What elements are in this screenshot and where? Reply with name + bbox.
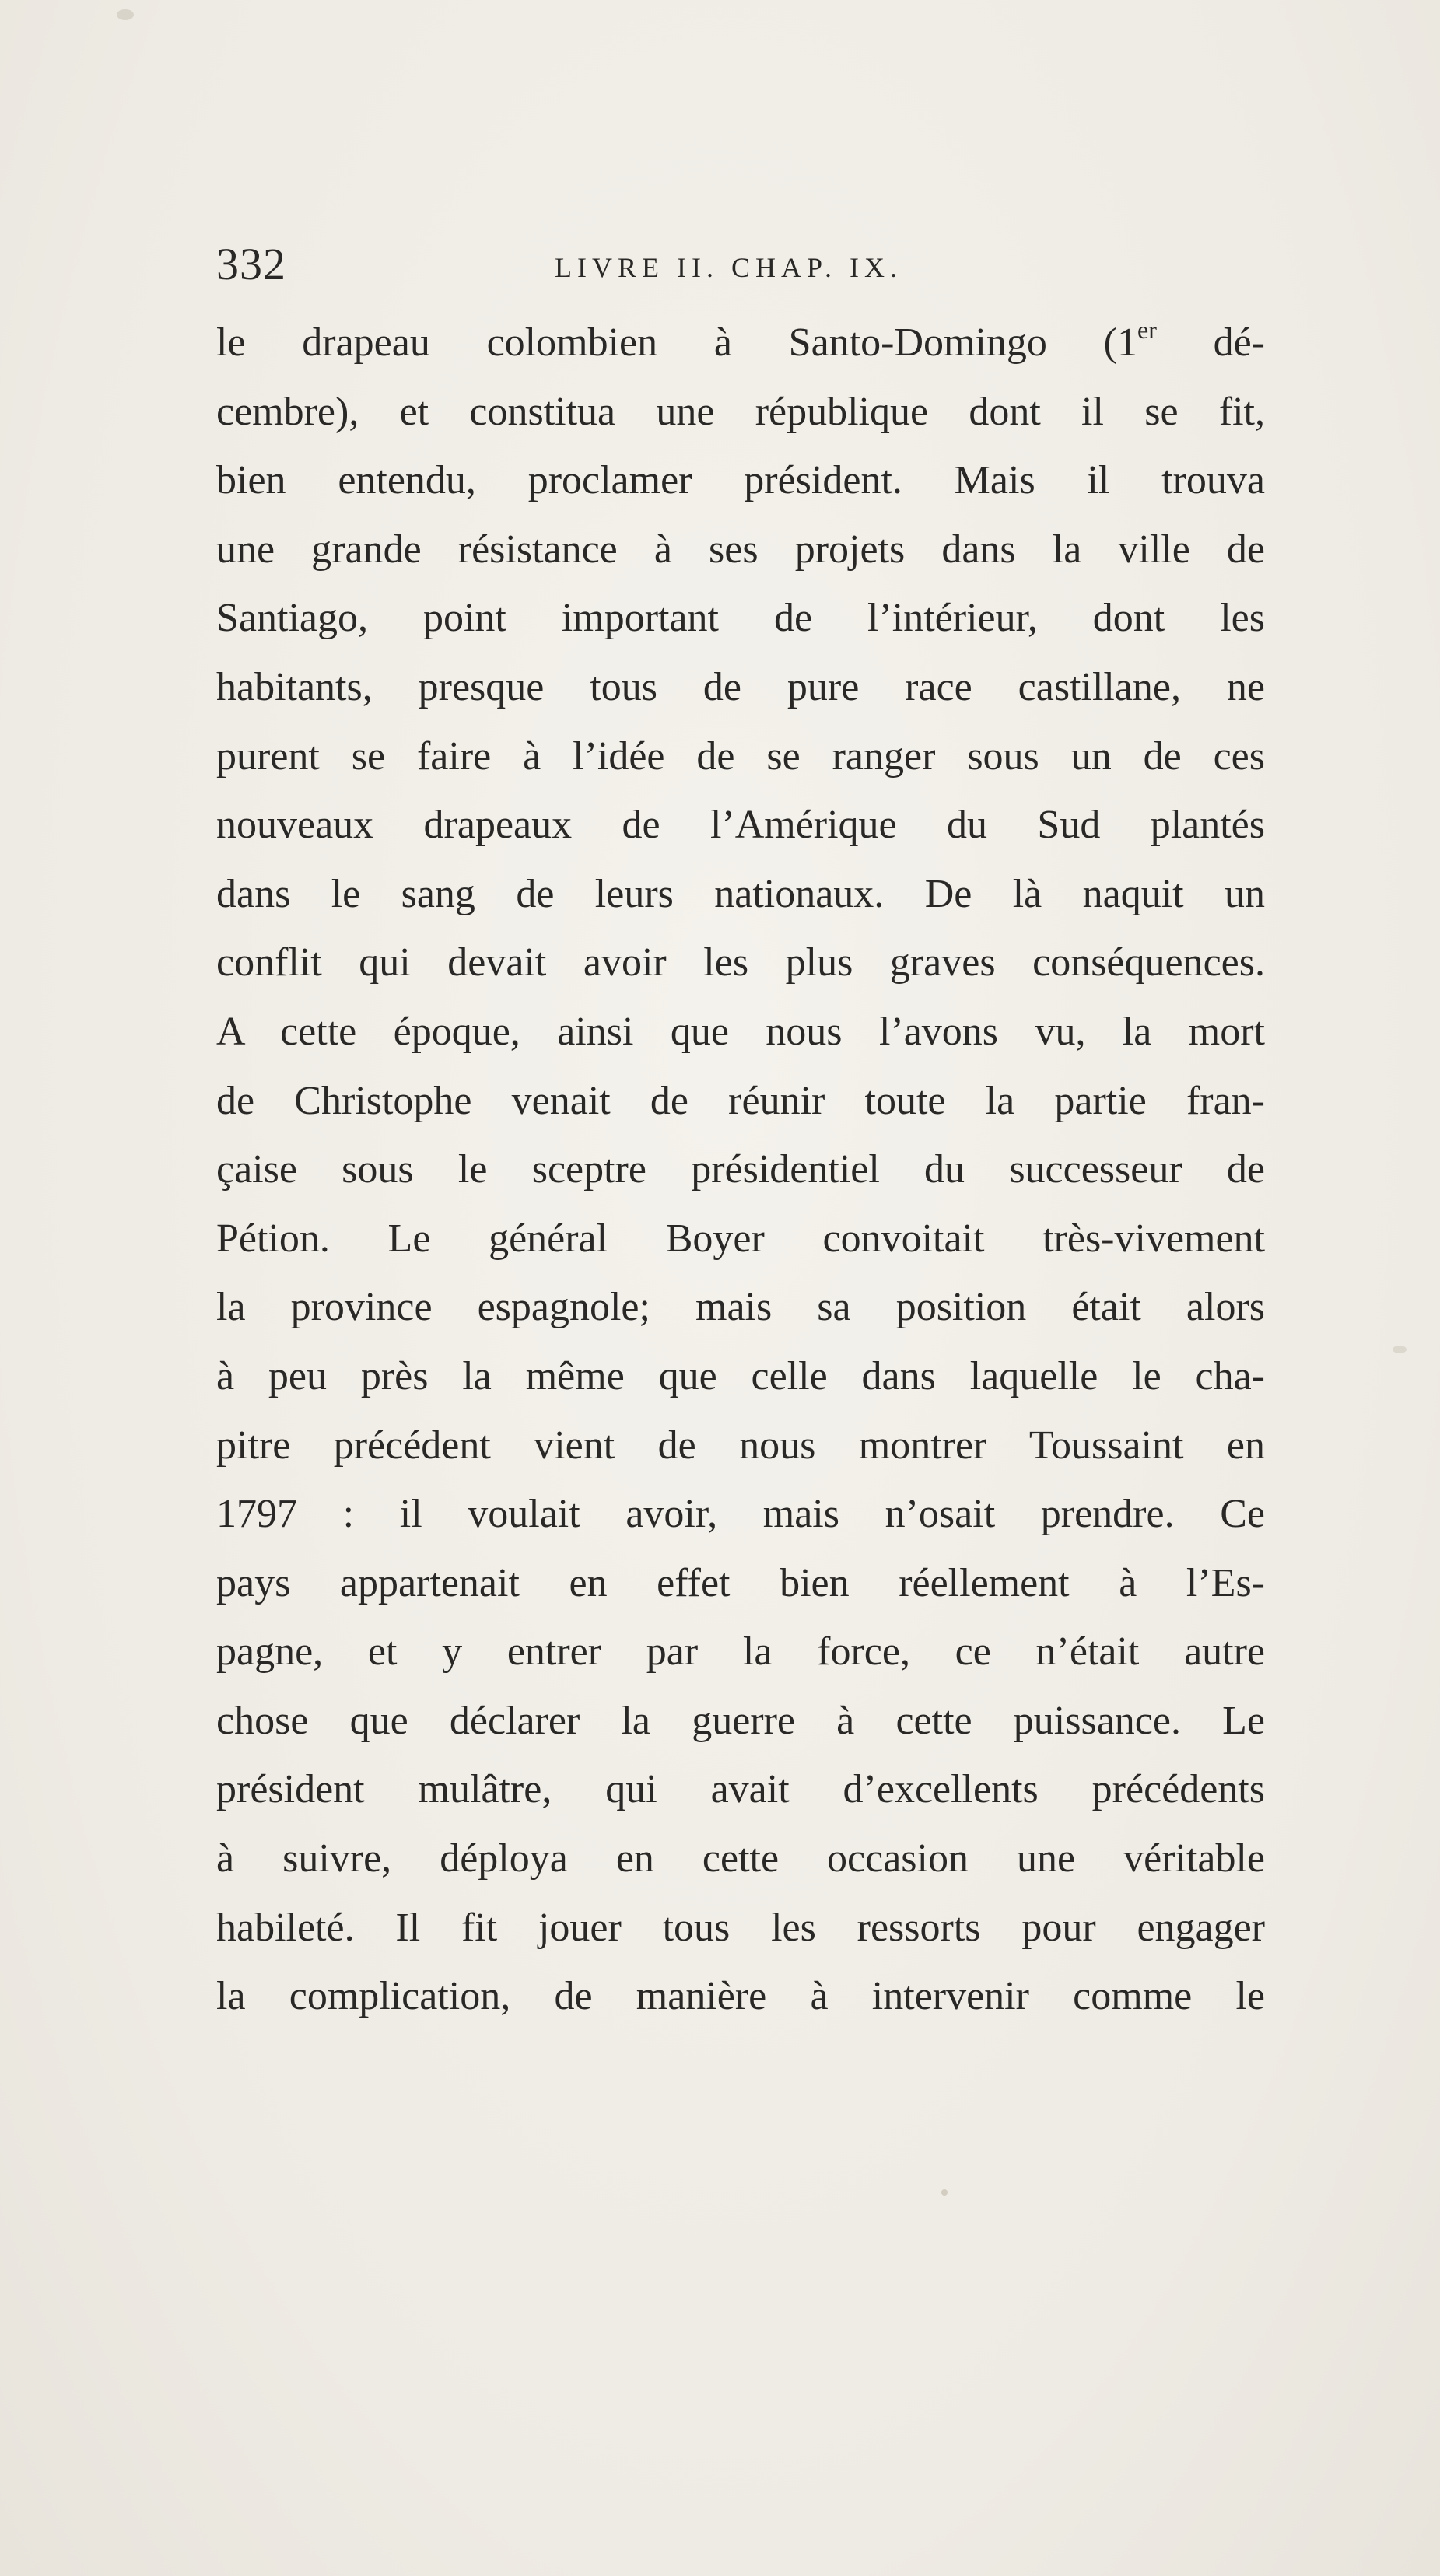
text-line: purent se faire à l’idée de se ranger sous un de ces bbox=[216, 733, 1265, 779]
text-line: Santiago, point important de l’intérieur, dont les bbox=[216, 596, 1265, 641]
running-title: LIVRE II. CHAP. IX. bbox=[555, 252, 902, 283]
body-text bbox=[216, 309, 1265, 2032]
paper-speck bbox=[1393, 1346, 1407, 1353]
text-line: à peu près la même que celle dans laquelle le cha- bbox=[216, 1353, 1265, 1398]
text-line: pitre précédent vient de nous montrer Toussaint en bbox=[216, 1423, 1265, 1468]
text-line: la complication, de manière à intervenir comme le bbox=[216, 1974, 1265, 2019]
text-line: nouveaux drapeaux de l’Amérique du Sud plantés bbox=[216, 803, 1265, 848]
superscript: er bbox=[1137, 316, 1157, 344]
text-line: 1797 : il voulait avoir, mais n’osait prendre. Ce bbox=[216, 1492, 1265, 1537]
text-line: A cette époque, ainsi que nous l’avons vu, la mort bbox=[216, 1009, 1265, 1054]
text-line: habileté. Il fit jouer tous les ressorts pour engager bbox=[216, 1905, 1265, 1950]
text-line: cembre), et constitua une république dont il se fit, bbox=[216, 389, 1265, 434]
text-line: pagne, et y entrer par la force, ce n’était autre bbox=[216, 1629, 1265, 1675]
page-number: 332 bbox=[216, 239, 286, 289]
text-line: habitants, presque tous de pure race castillane, ne bbox=[216, 664, 1265, 709]
paper-speck bbox=[117, 9, 134, 20]
running-head bbox=[216, 233, 1282, 296]
text-line: le drapeau colombien à Santo-Domingo (1er dé- bbox=[216, 316, 1265, 365]
text-line: conflit qui devait avoir les plus graves conséquences. bbox=[216, 940, 1265, 985]
text-line: une grande résistance à ses projets dans la ville de bbox=[216, 527, 1265, 572]
text-line: à suivre, déploya en cette occasion une véritable bbox=[216, 1836, 1265, 1881]
text-line: président mulâtre, qui avait d’excellents précédents bbox=[216, 1767, 1265, 1812]
paper-speck bbox=[941, 2189, 948, 2196]
text-line: chose que déclarer la guerre à cette puissance. Le bbox=[216, 1698, 1265, 1743]
text-line: Pétion. Le général Boyer convoitait très-vivement bbox=[216, 1216, 1265, 1261]
text-line: la province espagnole; mais sa position était alors bbox=[216, 1285, 1265, 1330]
text-line: de Christophe venait de réunir toute la partie fran- bbox=[216, 1078, 1265, 1123]
text-line: çaise sous le sceptre présidentiel du successeur de bbox=[216, 1147, 1265, 1192]
text-line: dans le sang de leurs nationaux. De là naquit un bbox=[216, 871, 1265, 916]
text-line: pays appartenait en effet bien réellement à l’Es- bbox=[216, 1560, 1265, 1605]
text-line: bien entendu, proclamer président. Mais il trouva bbox=[216, 458, 1265, 503]
